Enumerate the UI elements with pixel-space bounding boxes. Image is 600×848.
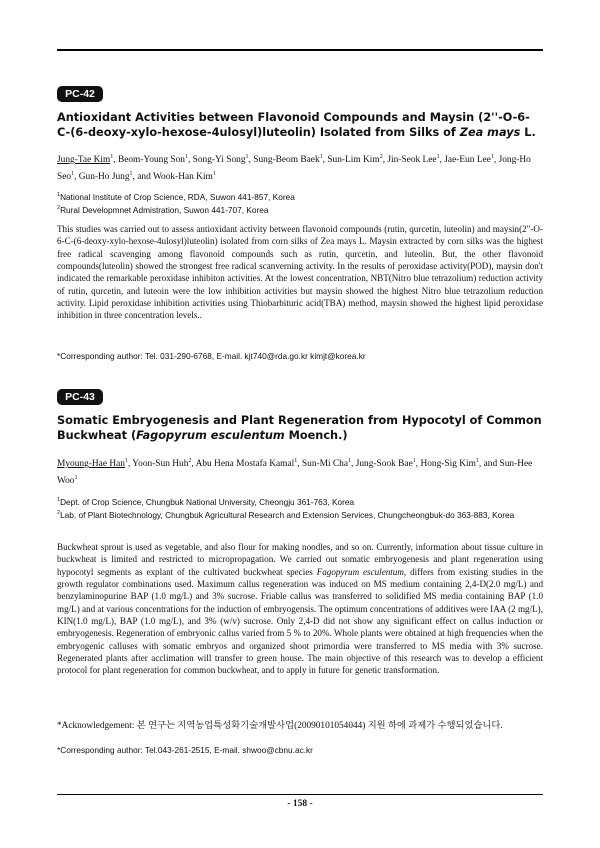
author-name: Jung-Sook Bae [355, 459, 413, 470]
author-list [57, 150, 543, 184]
author-separator: , [382, 155, 388, 166]
affiliation-list [57, 190, 543, 217]
author-separator: , [322, 155, 328, 166]
author [327, 155, 387, 165]
top-rule [57, 49, 543, 51]
page-number: - 158 - [287, 799, 313, 809]
corresponding-author: *Corresponding author: Tel. 031-290-6768, E-mail. kjt740@rda.go.kr kimjt@korea.kr [57, 351, 366, 361]
author [153, 172, 216, 182]
author-name: Yoon-Sun Huh [132, 459, 189, 470]
author-separator: , [74, 172, 79, 183]
author [132, 459, 195, 469]
author-name: Myoung-Hae Han [57, 459, 125, 470]
abstract-body: This studies was carried out to assess antioxidant activity between flavonoid compounds (rutin, qurcetin, luteolin) and maysin(2"-O-6-C-(6-deoxy-xylo-hexose-4ulosyl)luteolin) isolated from corn silks of Zea mays L. Maysin extracted by corn silks was the highest free radical scavenging among flavonoid compounds such as rutin, qurcetin, and luteolin. But, the other flavonoid compounds(luteolin) showed the strongest free radical scanverning activity. In the results of peroxidase activity(POD), maysin don't indicated the remarkable peroxidase inhibiton activities. At the lowest concentration, NBT(Nitro blue tetrazolium) reduction activity of rutin, qurcetin, and luteoin were the low inhibition activities but maysin showed the highest Nitro blue tetrazolium reduction activity. Lipid peroxidase inhibition activities using Thiobarbituric acid(TBA) method, maysin showed the highest lipid peroxidase inhibition in three concentration levels.. [57, 224, 543, 321]
affiliation-marker: 1 [348, 458, 352, 464]
affiliation-marker: 1 [71, 171, 75, 178]
author-name: Jung-Tae Kim [57, 155, 111, 166]
affiliation-text: National Institute of Crop Science, RDA, Suwon 441-857, Korea [60, 191, 295, 202]
author [79, 172, 153, 182]
affiliation-text: Dept. of Crop Science, Chungbuk National University, Cheongju 361-763, Korea [60, 496, 355, 507]
affiliation-text: Rural Developmnet Admistration, Suwon 441-707, Korea [60, 205, 269, 216]
author-name: Song-Yi Song [192, 155, 246, 166]
author-name: Jong-Ho Seo [57, 155, 531, 183]
abstract-badge: PC-42 [57, 86, 103, 102]
affiliation-marker: 1 [124, 458, 128, 464]
author-separator: , [191, 459, 196, 470]
affiliation-marker: 1 [245, 154, 249, 160]
author-separator: , and [132, 172, 153, 183]
affiliation [57, 495, 543, 508]
bottom-rule [57, 794, 543, 795]
author [253, 155, 327, 165]
author [196, 459, 302, 469]
affiliation-marker: 2 [379, 154, 383, 160]
acknowledgement: *Acknowledgement: 본 연구는 지역농업특성화기술개발사업(20090101054044) 지원 하에 과제가 수행되었습니다. [57, 721, 503, 731]
affiliation [57, 190, 543, 203]
author-name: Wook-Han Kim [152, 172, 213, 183]
author [118, 155, 193, 165]
author-name: Gun-Ho Jung [78, 172, 130, 183]
author [302, 459, 356, 469]
author-name: Abu Hena Mostafa Kamal [195, 459, 295, 470]
affiliation-marker: 1 [74, 475, 78, 482]
affiliation-marker: 1 [110, 154, 114, 160]
affiliation [57, 508, 543, 521]
affiliation-number: 2 [57, 205, 61, 212]
affiliation-marker: 1 [319, 154, 323, 160]
affiliation-marker: 1 [490, 154, 494, 160]
author-name: Sun-Hee Woo [57, 459, 533, 487]
author [387, 155, 444, 165]
author-separator: , [187, 155, 193, 166]
author-name: Beom-Young Son [117, 155, 185, 166]
author-name: Sung-Beom Baek [253, 155, 320, 166]
author-separator: , [415, 459, 421, 470]
author-separator: , [297, 459, 302, 470]
author [356, 459, 421, 469]
author-name: Sun-Lim Kim [327, 155, 380, 166]
author-name: Jin-Seok Lee [387, 155, 437, 166]
affiliation-marker: 1 [475, 458, 479, 464]
author [193, 155, 254, 165]
affiliation-marker: 1 [412, 458, 416, 464]
author-separator: , [493, 155, 499, 166]
affiliation-marker: 1 [184, 154, 188, 160]
author-separator: , [248, 155, 254, 166]
affiliation-number: 1 [57, 497, 61, 503]
affiliation-marker: 1 [294, 458, 298, 464]
author-separator: , and [478, 459, 500, 470]
author-name: Sun-Mi Cha [301, 459, 349, 470]
author [420, 459, 499, 469]
affiliation-text: Lab. of Plant Biotechnology, Chungbuk Agricultural Research and Extension Services, Chungcheongbuk-do 363-883, Korea [60, 510, 515, 521]
affiliation-list [57, 495, 543, 522]
author-name: Jae-Eun Lee [444, 155, 491, 166]
author [444, 155, 498, 165]
author-separator: , [113, 155, 118, 166]
abstract-body: Buckwheat sprout is used as vegetable, and also flour for making noodles, and so on. Currently, information about tissue culture in buckwheat is limited and restricted to micropropagation. We carried out somatic embryogenesis and plant regeneration using hypocotyl segments as explant of the cultivated buckwheat species Fagopyrum esculentum, differs from existing studies in the growth regulator combinations used. Maximum callus regeneration was induced on MS medium containing 2,4-D(2.0 mg/L) and benzylaminopurine BAP (1.0 mg/L) and 3% sucrose. Friable callus was transferred to solidified MS media containing BAP (1.0 mg/L) and at various concentrations for the induction of embryogensis. The optimum concentrations of additives were IAA (2 mg/L), KIN(1.0 mg/L), BAP (1.0 mg/L), and 3% (w/v) sucrose. Only 2,4-D did not show any significant effect on callus induction or embryogenesis. Regeneration of embryonic callus varied from 5 % to 20%. Whole plants were obtained at high frequencies when the embryogenic calluses with somatic embryos and organized shoot primordia were transferred to MS media with 3% sucrose. Regenerated plants after acclimation will transfer to green house. The main objective of this research was to develop a efficient protocol for plant regeneration for common buckwheat, and to apply in future for genetic transformation. [57, 542, 543, 676]
affiliation-marker: 2 [188, 458, 192, 464]
abstract-title: Antioxidant Activities between Flavonoid Compounds and Maysin (2''-O-6-C-(6-deoxy-xylo-hexose-4ulosyl)luteolin) Isolated from Silks of Zea mays L. [57, 111, 536, 139]
affiliation-number: 2 [57, 510, 61, 517]
affiliation-number: 1 [57, 192, 61, 198]
author-separator: , [127, 459, 133, 470]
affiliation-marker: 1 [436, 154, 440, 160]
author-name: Hong-Sig Kim [420, 459, 476, 470]
affiliation-marker: 1 [129, 171, 133, 178]
author-separator: , [439, 155, 445, 166]
affiliation-marker: 1 [212, 171, 216, 178]
author-separator: , [351, 459, 356, 470]
abstract-title: Somatic Embryogenesis and Plant Regeneration from Hypocotyl of Common Buckwheat (Fagopyrum esculentum Moench.) [57, 414, 542, 442]
abstract-badge: PC-43 [57, 389, 103, 405]
corresponding-author: *Corresponding author: Tel.043-261-2515, E-mail. shwoo@cbnu.ac.kr [57, 745, 313, 755]
affiliation [57, 203, 543, 216]
author [57, 155, 118, 165]
author [57, 459, 132, 469]
author-list [57, 454, 543, 488]
